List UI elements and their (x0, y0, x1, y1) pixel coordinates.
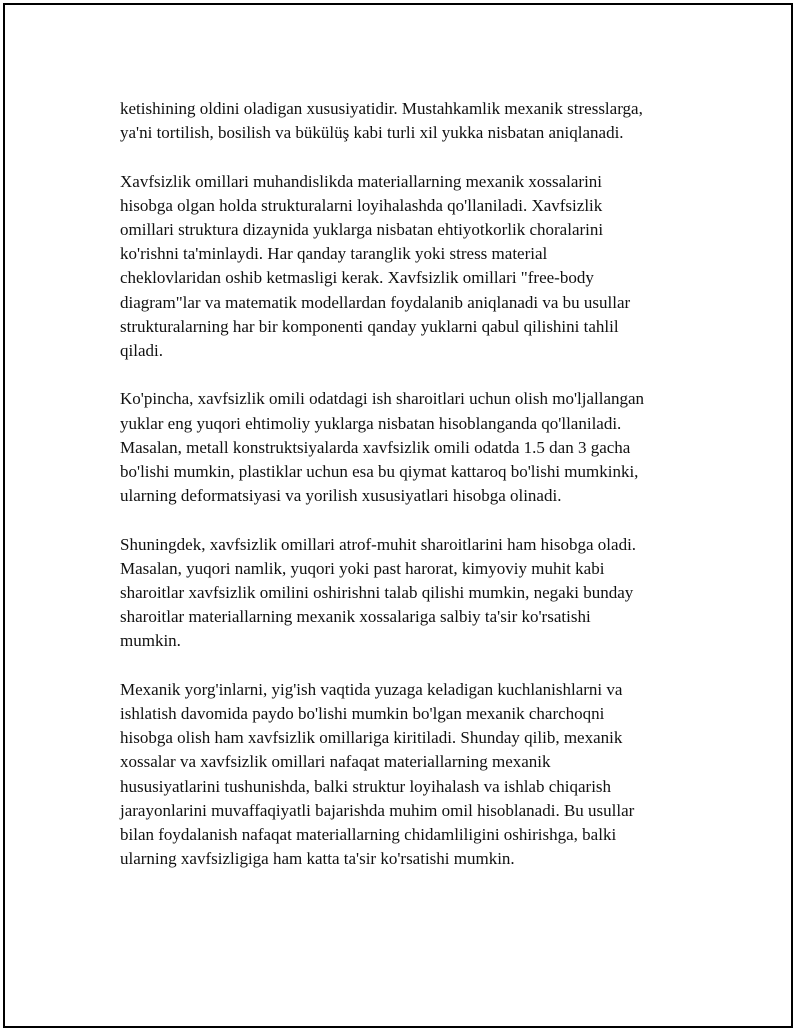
text-line: ishlatish davomida paydo bo'lishi mumkin bo'lgan mexanik charchoqni (120, 704, 605, 724)
text-line: Masalan, yuqori namlik, yuqori yoki past harorat, kimyoviy muhit kabi (120, 558, 605, 578)
text-line: ya'ni tortilish, bosilish va bükülüş kabi turli xil yukka nisbatan aniqlanadi. (120, 123, 624, 143)
text-line: yuklar eng yuqori ehtimoliy yuklarga nisbatan hisoblanganda qo'llaniladi. (120, 413, 622, 433)
text-line: strukturalarning har bir komponenti qanday yuklarni qabul qilishini tahlil (120, 316, 619, 336)
text-line: ularning xavfsizligiga ham katta ta'sir ko'rsatishi mumkin. (120, 849, 515, 869)
paragraph-1 (120, 97, 700, 145)
text-line: ketishining oldini oladigan xususiyatidir. Mustahkamlik mexanik stresslarga, (120, 99, 643, 118)
text-line: xossalar va xavfsizlik omillari nafaqat materiallarning mexanik (120, 752, 551, 772)
text-line: cheklovlaridan oshib ketmasligi kerak. Xavfsizlik omillari "free-body (120, 268, 594, 288)
text-line: bilan foydalanish nafaqat materiallarning chidamliligini oshirishga, balki (120, 825, 617, 845)
text-line: sharoitlar xavfsizlik omilini oshirishni talab qilishi mumkin, negaki bunday (120, 583, 634, 603)
text-line: Xavfsizlik omillari muhandislikda materiallarning mexanik xossalarini (120, 171, 603, 191)
text-line: qiladi. (120, 341, 163, 361)
text-line: hisobga olish ham xavfsizlik omillariga kiritiladi. Shunday qilib, mexanik (120, 728, 623, 748)
text-line: hisobga olgan holda strukturalarni loyihalashda qo'llaniladi. Xavfsizlik (120, 195, 603, 215)
text-line: Shuningdek, xavfsizlik omillari atrof-muhit sharoitlarini ham hisobga oladi. (120, 534, 637, 554)
text-line: mumkin. (120, 631, 181, 651)
text-line: hususiyatlarini tushunishda, balki struktur loyihalash va ishlab chiqarish (120, 776, 612, 796)
text-line: jarayonlarini muvaffaqiyatli bajarishda muhim omil hisoblanadi. Bu usullar (120, 800, 635, 820)
text-line: ularning deformatsiyasi va yorilish xususiyatlari hisobga olinadi. (120, 486, 562, 506)
text-line: diagram"lar va matematik modellardan foydalanib aniqlanadi va bu usullar (120, 292, 631, 312)
text-line: Ko'pincha, xavfsizlik omili odatdagi ish sharoitlari uchun olish mo'ljallangan (120, 389, 645, 409)
text-line: bo'lishi mumkin, plastiklar uchun esa bu qiymat kattaroq bo'lishi mumkinki, (120, 462, 639, 482)
text-line: sharoitlar materiallarning mexanik xossalariga salbiy ta'sir ko'rsatishi (120, 607, 591, 627)
paragraph-5 (120, 678, 700, 872)
paragraph-4 (120, 533, 700, 654)
paragraph-3 (120, 387, 700, 508)
text-line: omillari struktura dizaynida yuklarga nisbatan ehtiyotkorlik choralarini (120, 220, 604, 239)
document-body (120, 97, 700, 896)
text-line: Masalan, metall konstruktsiyalarda xavfsizlik omili odatda 1.5 dan 3 gacha (120, 437, 631, 457)
paragraph-2 (120, 170, 700, 364)
text-line: ko'rishni ta'minlaydi. Har qanday taranglik yoki stress material (120, 244, 548, 264)
page-frame (3, 3, 793, 1028)
text-line: Mexanik yorg'inlarni, yig'ish vaqtida yuzaga keladigan kuchlanishlarni va (120, 679, 623, 699)
